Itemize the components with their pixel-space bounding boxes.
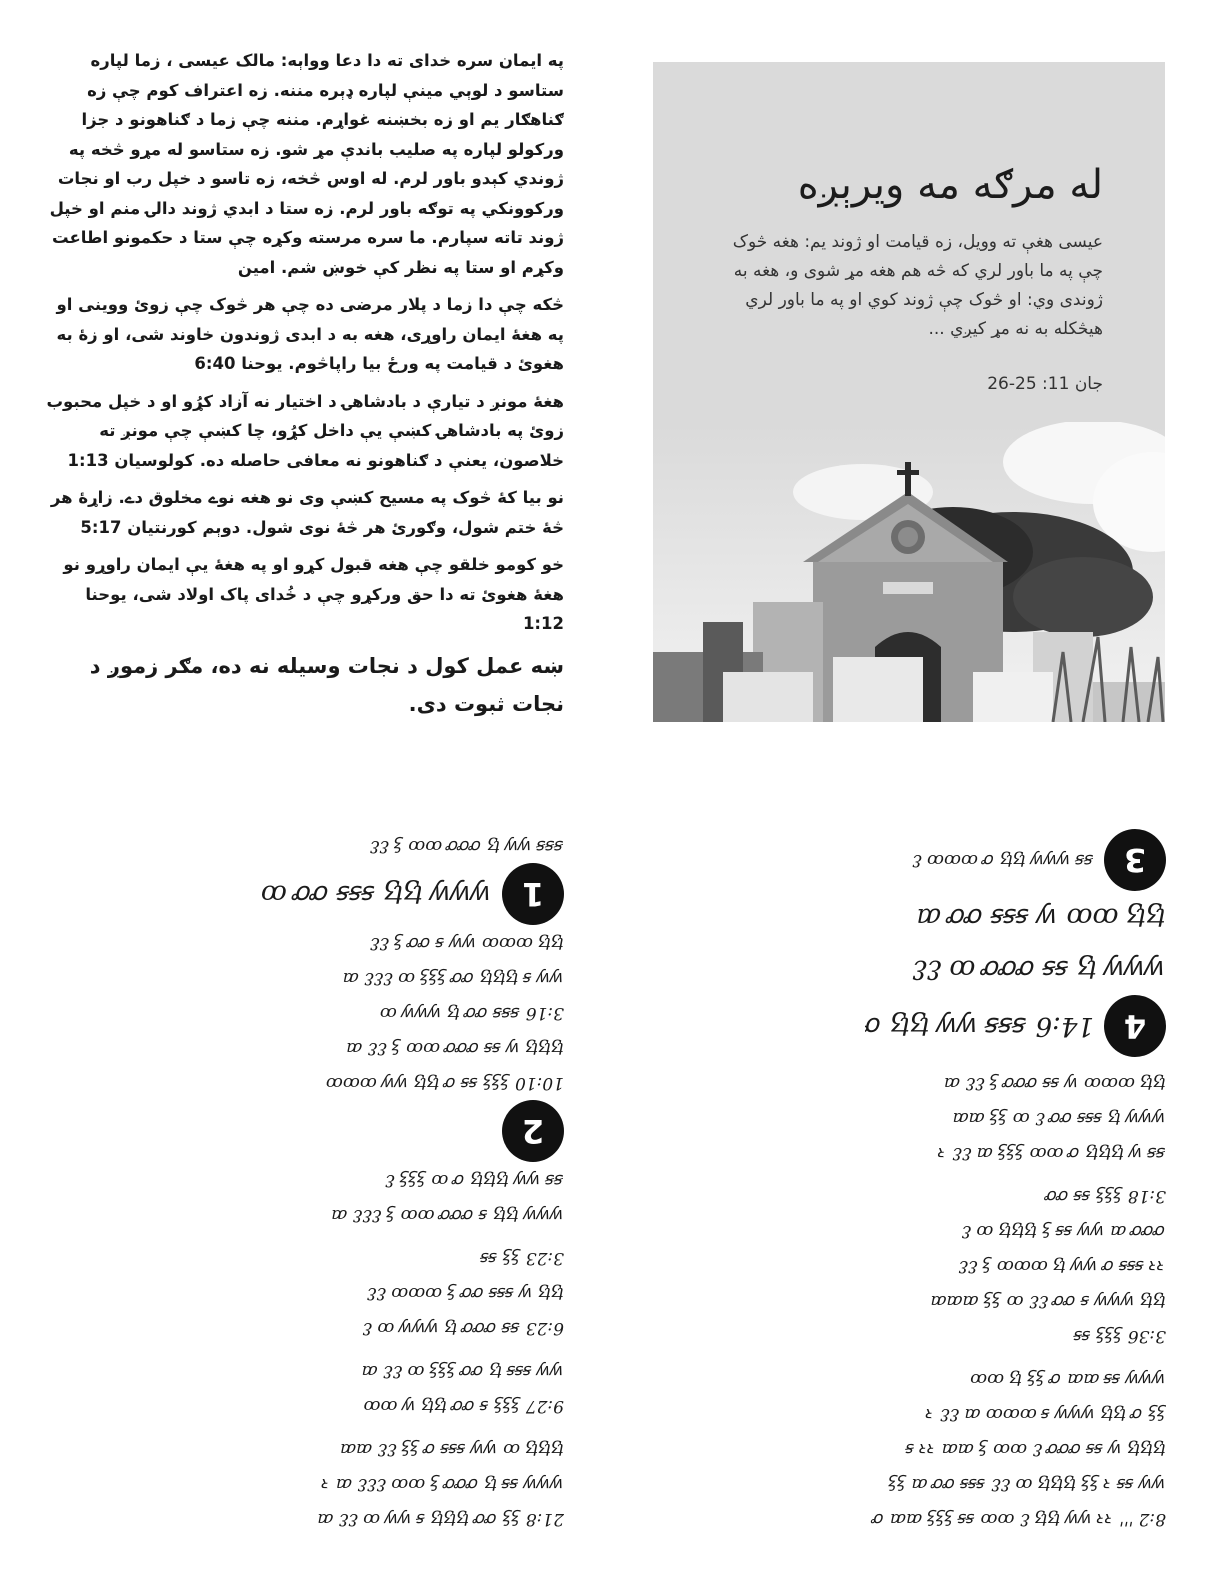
handwritten-heading-row [646,995,1166,1057]
scripture-paragraph-john-6-40: څکه چې دا زما د پلار مرضی ده چې هر څوک چې زوئ ووینی او په هغهٔ ایمان راوړی، هغه به د ابدی ژوندون خاوند شی، او زهٔ به هغوئ د قیامت په ورځ بیا راپاڅوم. یوحنا 6:40 [56,295,564,373]
handwritten-line: 8:2 ꞌꞌꞌ ꝛꝛ ꝡꝡ ꜩꜩ ꜫ ꝏꝏ ꞩꞩ ꝣꝣꝣ ꜳꜳ ꝍ [873,1509,1166,1529]
handwritten-heading-row [44,863,564,925]
handwritten-line: ꞩꞩꞩ ꝡꝡ ꜩ ꝍꝍꝍ ꝏꝏ ꝣ ꜫꜫ [369,836,564,856]
handwritten-line: 10:10 ꝣꝣꝣ ꞩꞩ ꝍ ꜩꜩ ꝡꝡ ꝏꝏꝏ [325,1073,564,1093]
handwritten-line: ꜩꜩ ꝡꝡꝡ ꞩ ꝍꝍ ꜫꜫ ꝏ ꝣꝣ ꜳꜳꜳ [930,1291,1166,1311]
handwritten-column-right [44,828,564,1536]
handwritten-line-row [646,829,1166,891]
handwritten-line: ꝡꝡꝡ ꞩꞩ ꜳꜳ ꝍ ꝣꝣ ꜩ ꝏꝏ [970,1369,1166,1389]
scripture-paragraph-colossians-1-13: هغهٔ مونږ د تیارې د بادشاهۍ د اختیار نه آزاد کړُو او د خپل محبوب زوئ په بادشاهۍ کښې یې داخل کړُو، چا کښې چې مونږ ته خلاصون، یعنې د ګناهونو نه معافی حاصله ده. کولوسیان 1:13 [46,391,564,470]
handwritten-line-row [44,1100,564,1162]
card-verse-reference: جان 11: 25-26 [987,374,1103,394]
handwritten-line: ꝡꝡ ꞩꞩꞩ ꜩ ꝍꝍ ꝣꝣꝣ ꝏ ꜫꜫ ꜳ [361,1361,564,1381]
handwritten-line: 3:23 ꝣꝣ ꞩꞩ [481,1248,564,1268]
step-number-badge: 3 [1104,829,1166,891]
handwritten-line: ꜩꜩꜩ ꝡ ꞩꞩ ꝍꝍꝍ ꜫ ꝏꝏ ꝣ ꜳꜳ ꝛꝛ ꞩ [906,1439,1166,1459]
handwritten-line: ꞩꞩ ꝡꝡ ꜩꜩꜩ ꝍ ꝏ ꝣꝣꝣ ꜫ [385,1170,564,1190]
handwritten-line: ꜩꜩꜩ ꝏ ꝡꝡ ꞩꞩꞩ ꝍ ꝣꝣ ꜫꜫ ꜳꜳ [340,1439,564,1459]
card-verse: عیسی هغې ته وویل، زه قیامت او ژوند یم: هغه څوک چې په ما باور لري که څه هم هغه مړ شوی و، هغه به ژوندی وي: او څوک چې ژوند کوي او په ما باور لري هیڅکله به نه مړ کیږي ... [732,232,1103,339]
handwritten-line: ꝡꝡ ꞩ ꜩꜩꜩ ꝍꝍ ꝣꝣꝣ ꝏ ꜫꜫꜫ ꜳ [342,968,564,988]
scripture-paragraph-john-1-12: خو کومو خلقو چې هغه قبول کړو او په هغهٔ یې ایمان راوړو نو هغهٔ هغوئ ته دا حق ورکړو چې د خُدای پاک اولاد شی، یوحنا 1:12 [63,555,564,633]
handwritten-line: ꝡꝡꝡ ꞩꞩ ꜩ ꝍꝍꝍ ꝣ ꝏꝏ ꜫꜫꜫ ꜳ ꝛ [322,1474,564,1494]
handwritten-line: 21:8 ꝣꝣ ꝍꝍ ꜩꜩꜩ ꞩ ꝡꝡ ꝏ ꜫꜫ ꜳ [317,1509,564,1529]
step-number-badge: 2 [502,1100,564,1162]
handwritten-heading: ꝡꝡꝡ ꜩ ꞩꞩ ꝍꝍꝍ ꝏ ꜫꜫ [912,954,1166,984]
handwritten-line: 3:36 ꝣꝣꝣ ꞩꞩ [1074,1326,1166,1346]
handwritten-line: ꜩꜩ ꝏꝏꝏ ꝡ ꞩꞩ ꝍꝍꝍ ꝣ ꜫꜫ ꜳ [944,1073,1166,1093]
handwritten-line: ꞩꞩ ꝡꝡꝡ ꜩꜩ ꝍ ꝏꝏꝏ ꜫ [912,850,1094,871]
closing-statement: ښه عمل کول د نجات وسیله نه ده، مګر زموږ د نجات ثبوت دی. [89,653,564,716]
prayer-paragraph: په ایمان سره خدای ته دا دعا وواېه: مالک عیسی ، زما لپاره ستاسو د لوېي مینې لپاره ډېره مننه. زه اعتراف کوم چې زه ګناهګار یم او زه بخښنه غواړم. مننه چې زما د ګناهونو د جزا ورکولو لپاره په صلیب باندې مړ شو. زه ستاسو له مړو څخه په ژوندي کېدو باور لرم. له اوس څخه، زه تاسو د خپل رب او نجات ورکوونکي په توګه باور لرم. زه ستا د ابدي ژوند دالۍ منم او خپل ژوند تاته سپارم. ما سره مرسته وکړه چې ستا د حکمونو اطاعت وکړم او ستا په نظر کې خوښ شم. امین [49,51,564,277]
handwritten-line: ꝣꝣ ꝍ ꜩꜩ ꝡꝡꝡ ꞩ ꝏꝏꝏ ꜳ ꜫꜫ ꝛ [926,1404,1166,1424]
cemetery-chapel-image [653,422,1165,722]
step-number-badge: 1 [502,863,564,925]
handwritten-line: 9:27 ꝣꝣꝣ ꞩ ꝍꝍ ꜩꜩ ꝡ ꝏꝏ [363,1396,564,1416]
card-title: له مرګه مه ویرېږه [797,162,1103,208]
handwritten-line: ꝍꝍꝍ ꜳ ꝡꝡ ꞩꞩ ꝣ ꜩꜩꜩ ꝏ ꜫ [961,1221,1166,1241]
handwritten-line: ꝛꝛ ꞩꞩꞩ ꝍ ꝡꝡ ꜩ ꝏꝏꝏ ꝣ ꜫꜫ [958,1256,1166,1276]
handwritten-heading: 14:6 ꞩꞩꞩ ꝡꝡ ꜩꜩ ꝍ [864,1011,1094,1041]
handwritten-line: ꞩꞩ ꝡ ꜩꜩꜩ ꝍ ꝏꝏ ꝣꝣꝣ ꜳ ꜫꜫ ꝛ [938,1143,1166,1163]
handwritten-line: 6:23 ꞩꞩ ꝍꝍꝍ ꜩ ꝡꝡꝡ ꝏ ꜫ [362,1318,564,1338]
handwritten-line: ꝡꝡꝡ ꜩ ꞩꞩꞩ ꝍꝍ ꜫ ꝏ ꝣꝣ ꜳꜳ [952,1108,1166,1128]
left-text-column [44,46,564,731]
scripture-paragraph-2-corinthians-5-17: نو بیا کهٔ څوک په مسیح کښې وی نو هغه نوے مخلوق دے. زاړهٔ هر څهٔ ختم شول، وګورئ هر څهٔ نوی شول. دوېم کورنتیان 5:17 [50,488,564,537]
handwritten-line: ꜩꜩꜩ ꝡ ꞩꞩ ꝍꝍꝍ ꝏꝏ ꝣ ꜫꜫ ꜳ [346,1038,564,1058]
handwritten-tract-panel [0,800,1224,1584]
handwritten-line: ꜩꜩ ꝡ ꞩꞩꞩ ꝍꝍ ꝣ ꝏꝏꝏ ꜫꜫ [366,1283,564,1303]
step-number-badge: 4 [1104,995,1166,1057]
handwritten-line: 3:16 ꞩꞩꞩ ꝍꝍ ꜩ ꝡꝡꝡ ꝏ [379,1003,564,1023]
cover-card [653,62,1165,722]
handwritten-heading: ꝡꝡꝡ ꜩꜩ ꞩꞩꞩ ꝍꝍ ꝏ [260,879,492,909]
handwritten-line: ꝡꝡ ꞩꞩ ꝛ ꝣꝣ ꜩꜩꜩ ꝏ ꜫꜫ ꞩꞩꞩ ꝍꝍ ꜳ ꝣꝣ [888,1474,1166,1494]
handwritten-line: ꝡꝡꝡ ꜩꜩ ꞩ ꝍꝍꝍ ꝏꝏ ꝣ ꜫꜫꜫ ꜳ [331,1205,564,1225]
handwritten-column-left [646,829,1166,1536]
handwritten-heading: ꜩꜩ ꝏꝏ ꝡ ꞩꞩꞩ ꝍꝍ ꜳ [916,902,1166,932]
handwritten-line: 3:18 ꝣꝣꝣ ꞩꞩ ꝍꝍ [1046,1186,1166,1206]
handwritten-line: ꜩꜩ ꝏꝏꝏ ꝡꝡ ꞩ ꝍꝍ ꝣ ꜫꜫ [369,933,564,953]
